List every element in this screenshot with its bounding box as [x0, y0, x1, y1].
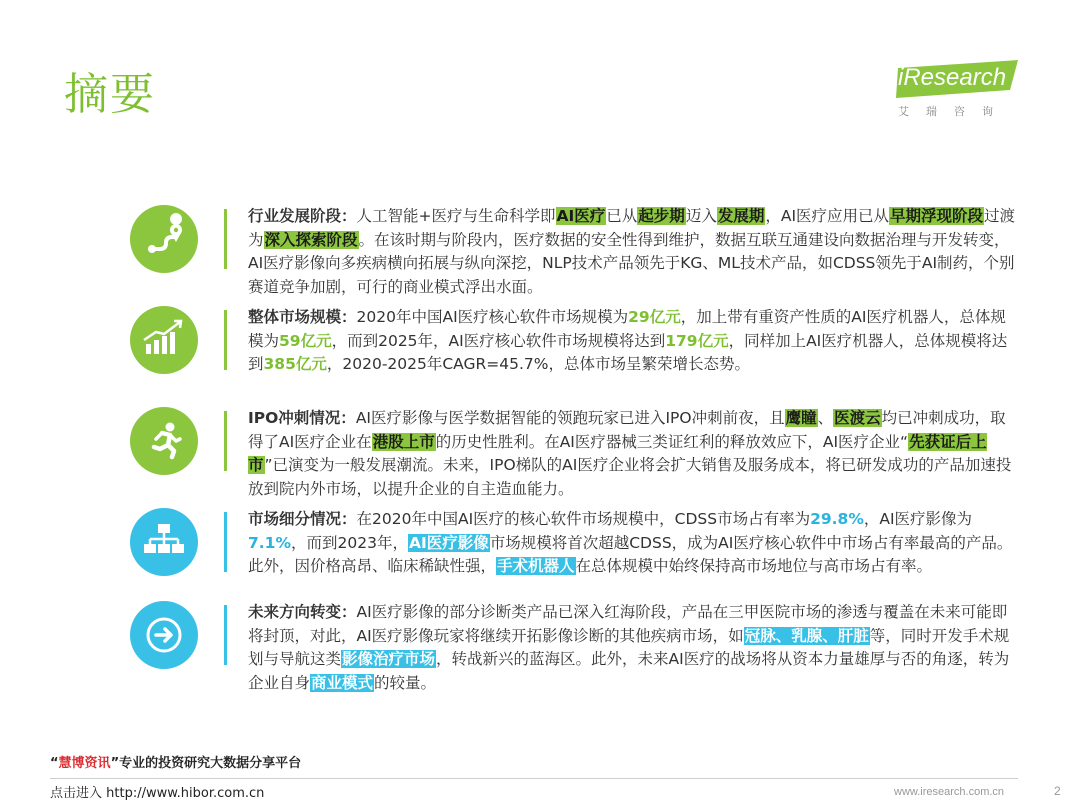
section-divider: [224, 310, 227, 370]
highlight: 医渡云: [834, 409, 881, 427]
highlight: 冠脉、乳腺、肝脏: [744, 626, 869, 645]
section-text: 市场细分情况：在2020年中国AI医疗的核心软件市场规模中，CDSS市场占有率为29.8%，AI医疗影像为7.1%，而到2023年，AI医疗影像市场规模将首次超越CDSS，成为AI医疗核心软件中市场占有率最高的产品。此外，因价格高昂、临床稀缺性强，手术机器人在总体规模中始终保持高市场地位与高市场占有率。: [248, 510, 1013, 575]
section-ipo: [130, 407, 1020, 499]
section-divider: [224, 209, 227, 269]
highlight: 早期浮现阶段: [890, 207, 984, 225]
page-title: 摘要: [64, 69, 156, 120]
highlight: 7.1%: [248, 533, 291, 552]
arrow-right-icon: [130, 601, 198, 669]
highlight: 29亿元: [628, 308, 681, 326]
section-divider: [224, 411, 227, 471]
highlight: 179亿元: [665, 331, 729, 350]
footer-divider: [50, 778, 1018, 779]
page-number: 2: [1054, 784, 1061, 798]
runner-icon: [130, 407, 198, 475]
section-lead: IPO冲刺情况：: [248, 409, 356, 427]
highlight: 385亿元: [263, 355, 327, 373]
highlight: 深入探索阶段: [264, 230, 358, 249]
section-divider: [224, 605, 227, 665]
section-text: 未来方向转变：AI医疗影像的部分诊断类产品已深入红海阶段，产品在三甲医院市场的渗透与覆盖在未来可能即将封顶，对此，AI医疗影像玩家将继续开拓影像诊断的其他疾病市场，如冠脉、乳腺、肝脏等，同时开发手术规划与导航这类影像治疗市场，转战新兴的蓝海区。此外，未来AI医疗的战场将从资本力量雄厚与否的角逐，转为企业自身商业模式的较量。: [248, 603, 1010, 692]
highlight: 发展期: [717, 207, 765, 225]
section-segmentation: [130, 508, 1020, 600]
logo-subtitle: 艾瑞咨询: [898, 105, 1010, 118]
highlight: AI医疗影像: [408, 533, 489, 552]
highlight: 影像治疗市场: [342, 650, 436, 668]
section-market-size: [130, 306, 1020, 398]
section-text: IPO冲刺情况：AI医疗影像与医学数据智能的领跑玩家已进入IPO冲刺前夜，且鹰瞳、医渡云均已冲刺成功，取得了AI医疗企业在港股上市的历史性胜利。在AI医疗器械三类证红利的释放效应下，AI医疗企业“先获证后上市”已演变为一般发展潮流。未来，IPO梯队的AI医疗企业将会扩大销售及服务成本，将已研发成功的产品加速投放到院内外市场，以提升企业的自主造血能力。: [248, 409, 1012, 498]
highlight: 商业模式: [311, 673, 374, 692]
highlight: 59亿元: [279, 331, 332, 350]
section-lead: 市场细分情况：: [248, 510, 357, 528]
section-industry-stage: [130, 205, 1020, 297]
highlight: 29.8%: [810, 510, 864, 528]
highlight: 起步期: [638, 207, 685, 225]
highlight: AI医疗: [556, 207, 606, 225]
watermark-tagline: “慧博资讯”专业的投资研究大数据分享平台: [50, 756, 302, 771]
section-lead: 整体市场规模：: [248, 308, 357, 326]
watermark-link[interactable]: 点击进入 http://www.hibor.com.cn: [50, 786, 265, 801]
bar-chart-icon: [130, 306, 198, 374]
logo-brand: iResearch: [898, 64, 1007, 91]
section-lead: 未来方向转变：: [248, 603, 357, 621]
section-lead: 行业发展阶段：: [248, 207, 357, 225]
footer-site: www.iresearch.com.cn: [894, 786, 1005, 798]
highlight: 港股上市: [372, 432, 435, 451]
growth-stage-icon: [130, 205, 198, 273]
section-future-direction: [130, 601, 1020, 693]
section-text: 行业发展阶段：人工智能+医疗与生命科学即AI医疗已从起步期迈入发展期，AI医疗应用已从早期浮现阶段过渡为深入探索阶段。在该时期与阶段内，医疗数据的安全性得到维护，数据互联互通建设向数据治理与开发转变，AI医疗影像向多疾病横向拓展与纵向深挖，NLP技术产品领先于KG、ML技术产品，如CDSS领先于AI制药，个别赛道竞争加剧，可行的商业模式浮出水面。: [248, 207, 1016, 296]
hierarchy-icon: [130, 508, 198, 576]
highlight: 手术机器人: [497, 557, 575, 575]
section-divider: [224, 512, 227, 572]
highlight: 鹰瞳: [785, 409, 817, 427]
highlight: 先获证后上市: [248, 432, 987, 474]
iresearch-logo: [896, 58, 1026, 120]
section-text: 整体市场规模：2020年中国AI医疗核心软件市场规模为29亿元，加上带有重资产性质的AI医疗机器人，总体规模为59亿元，而到2025年，AI医疗核心软件市场规模将达到179亿元，同样加上AI医疗机器人，总体规模将达到385亿元，2020-2025年CAGR=45.7%，总体市场呈繁荣增长态势。: [248, 308, 1008, 373]
